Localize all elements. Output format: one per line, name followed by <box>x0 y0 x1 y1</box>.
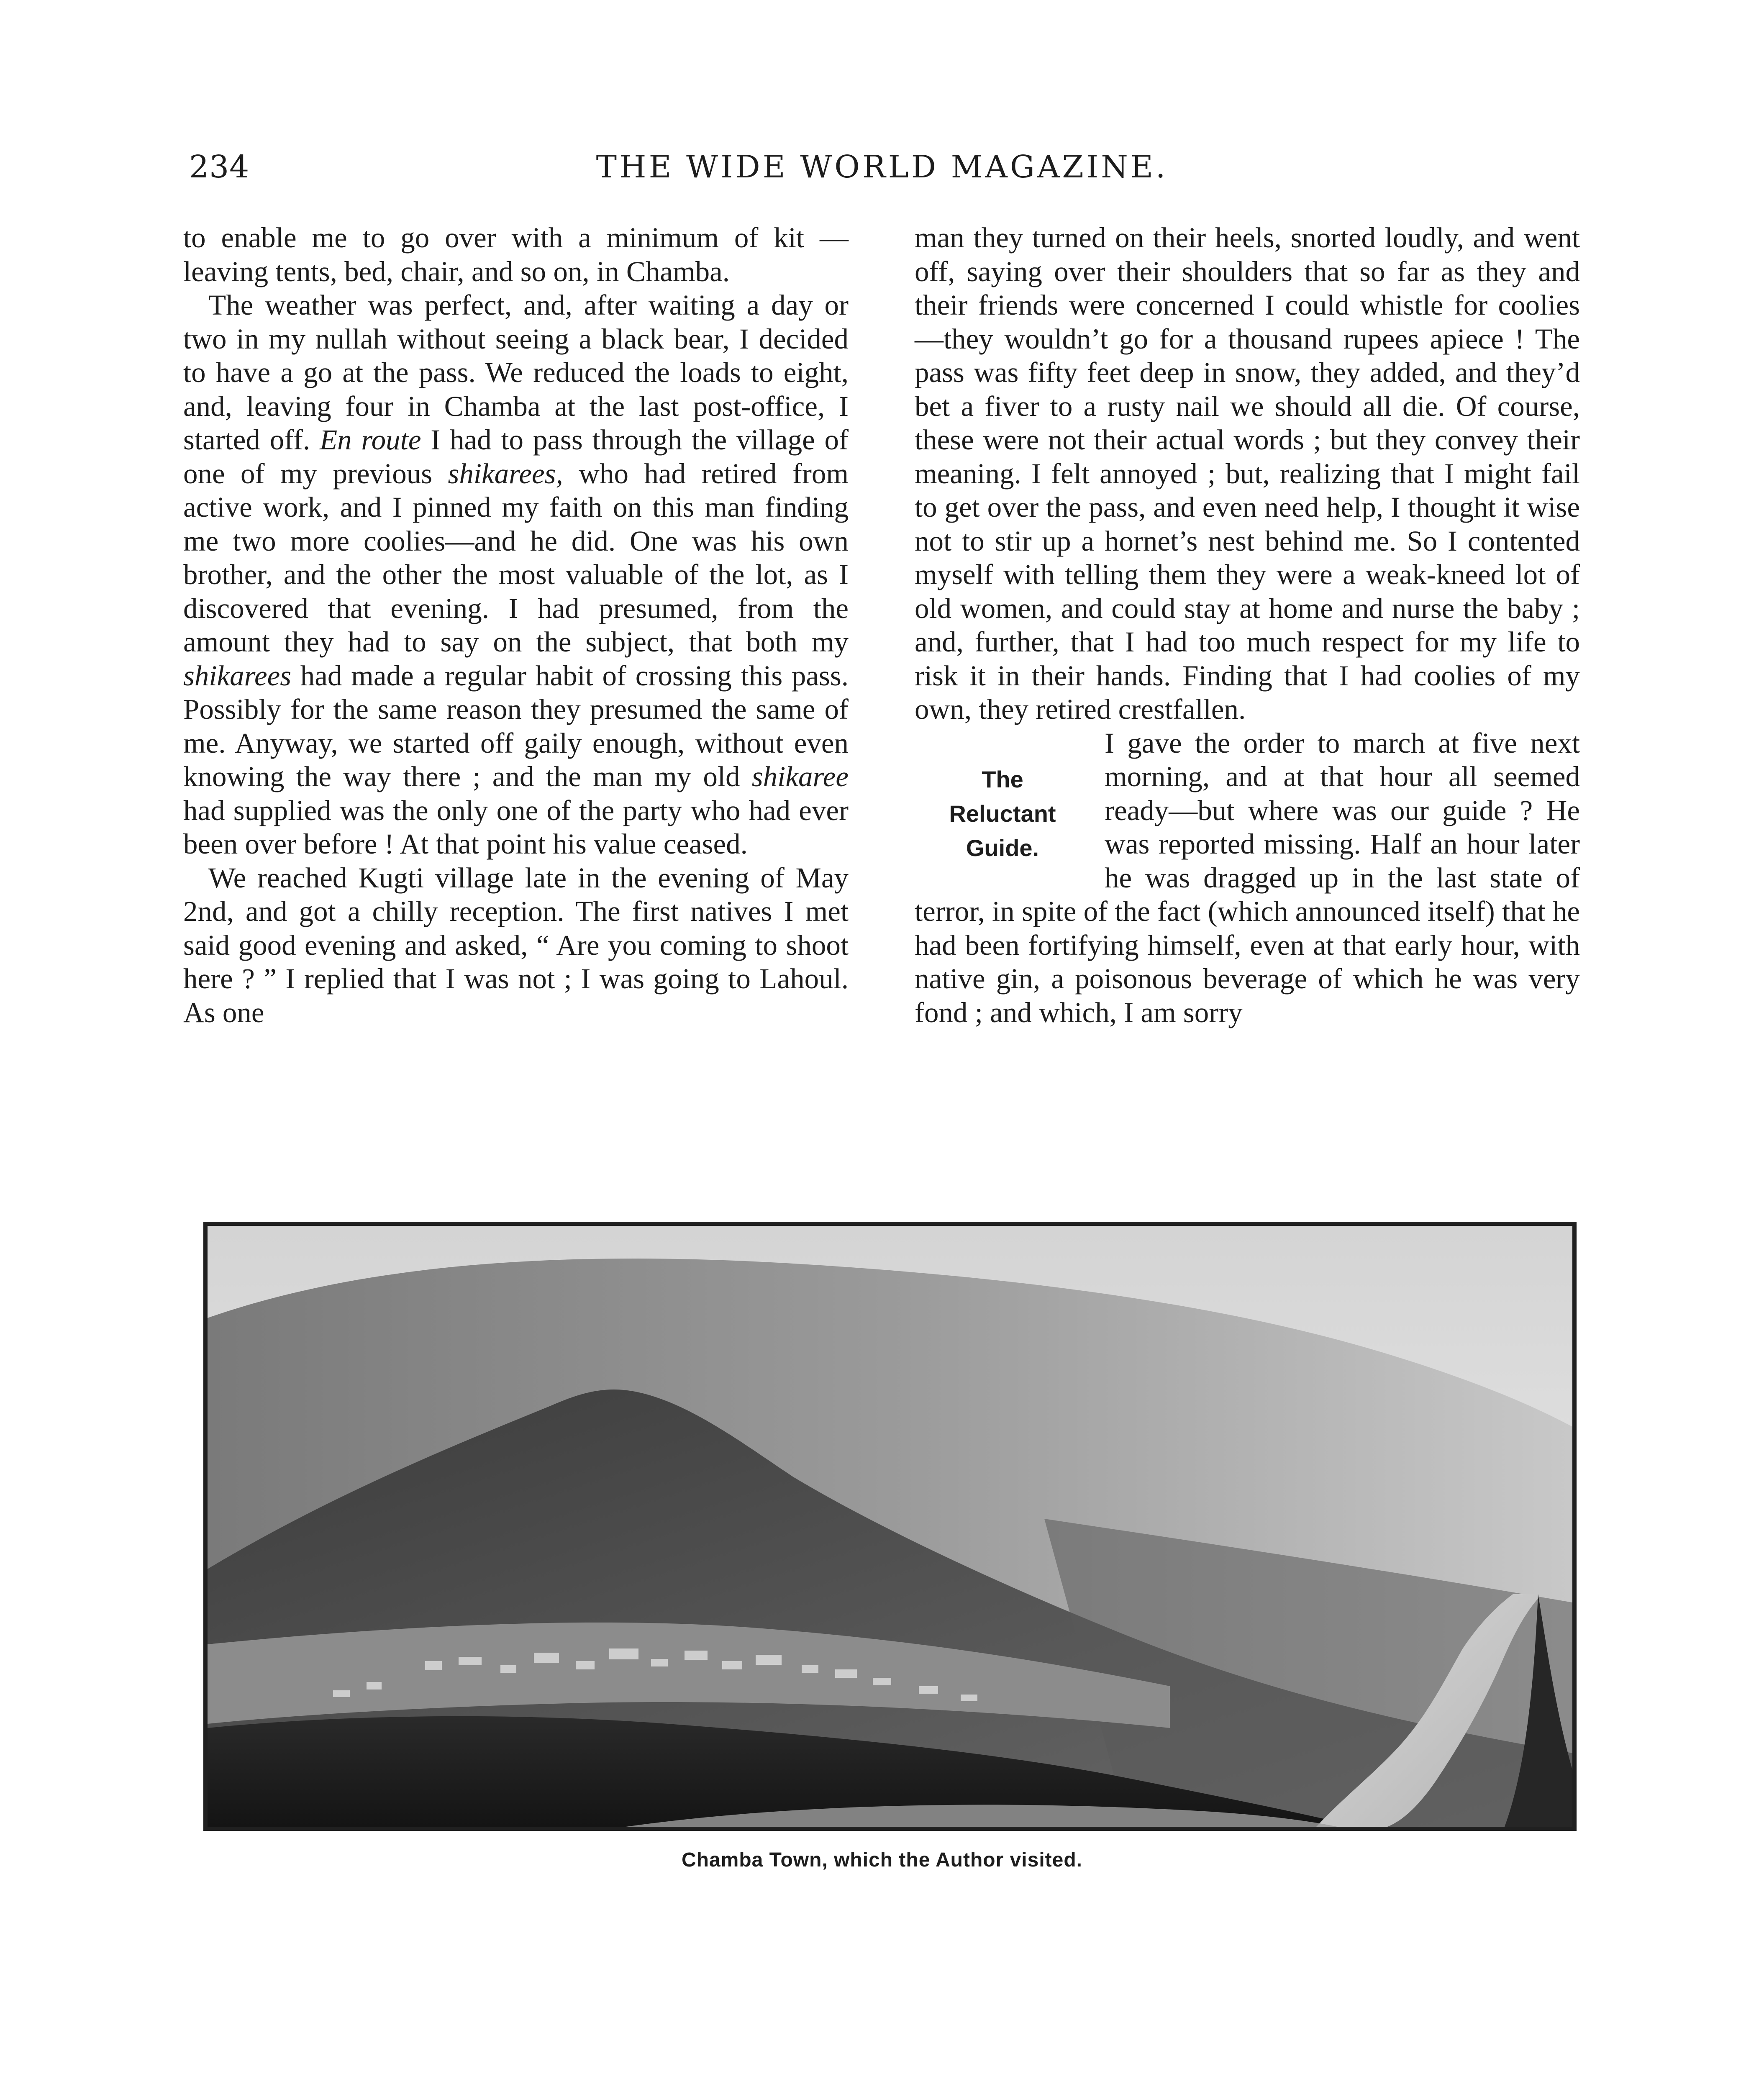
paragraph: man they turned on their heels, snorted loudly, and went off, saying over their shoulders that so far as they and their friends were concerned I could whistle for coolies—they wouldn’t go for a thousand rupees apiece ! The pass was fifty feet deep in snow, they added, and they’d bet a fiver to a rusty nail we should all die. Of course, these were not their actual words ; but they convey their meaning. I felt annoyed ; but, realizing that I might fail to get over the pass, and even need help, I thought it wise not to stir up a hornet’s nest behind me. So I contented myself with telling them they were a weak-kneed lot of old women, and could stay at home and nurse the baby ; and, further, that I had too much respect for my life to risk it in their hands. Finding that I had coolies of my own, they retired crestfallen. <box>915 222 1580 725</box>
italic-text: shikaree <box>751 761 849 792</box>
text-run: who had retired from active work, and I pinned my faith on this man finding me two more coolies—and he did. One was his own brother, and the other the most valuable of the lot, as I discovered that evening. I had presumed, from the amount they had to say on the subject, that both my <box>183 457 849 658</box>
sidehead-line: The <box>982 766 1023 792</box>
figure-caption: Chamba Town, which the Author visited. <box>681 1849 1083 1871</box>
italic-text: En route <box>319 424 421 456</box>
paragraph: We reached Kugti village late in the evening of May 2nd, and got a chilly reception. The first natives I met said good evening and asked, “ Are you coming to shoot here ? ” I replied that I was not ; I was going to Lahoul. As one <box>183 861 849 1028</box>
paragraph: to enable me to go over with a minimum of kit — leaving tents, bed, chair, and so on, in Chamba. <box>183 222 849 287</box>
page-number: 234 <box>189 149 250 185</box>
text-run: The weather was perfect, and, after waiting a day or two in my nullah without seeing a black bear, I decided to have a go at the pass. We reduced the loads to eight, and, leaving four in Chamba at the last post-office, I started off. <box>183 289 849 456</box>
running-head: THE WIDE WORLD MAGAZINE. <box>596 149 1168 185</box>
sidehead-line: Guide. <box>966 834 1039 861</box>
sidehead-block <box>915 726 1580 1030</box>
right-column <box>915 221 1580 1029</box>
mountain-valley-photo <box>208 1226 1572 1827</box>
text-run: had made a regular habit of crossing this pass. Possibly for the same reason they presumed the same of me. Anyway, we started off gaily enough, without even knowing the way there ; and the man my old <box>183 659 849 792</box>
italic-text: shikarees, <box>448 457 563 490</box>
left-column <box>183 221 849 1029</box>
paragraph <box>183 288 849 861</box>
italic-text: shikarees <box>183 659 292 692</box>
sidehead-line: Reluctant <box>949 800 1056 827</box>
paragraph: I gave the order to march at five next morning, and at that hour all seemed ready—but where was our guide ? He was reported missing. Half an hour later he was dragged up in the last state of terror, in spite of the fact (which announced itself) that he had been fortifying himself, even at that early hour, with native gin, a poisonous beverage of which he was very fond ; and which, I am sorry <box>915 727 1580 1028</box>
sidehead <box>915 729 1090 865</box>
text-run: had supplied was the only one of the party who had ever been over before ! At that point his value ceased. <box>183 794 849 860</box>
text-run: I had to pass through the village of one of my previous <box>183 424 849 490</box>
photograph <box>203 1222 1577 1831</box>
